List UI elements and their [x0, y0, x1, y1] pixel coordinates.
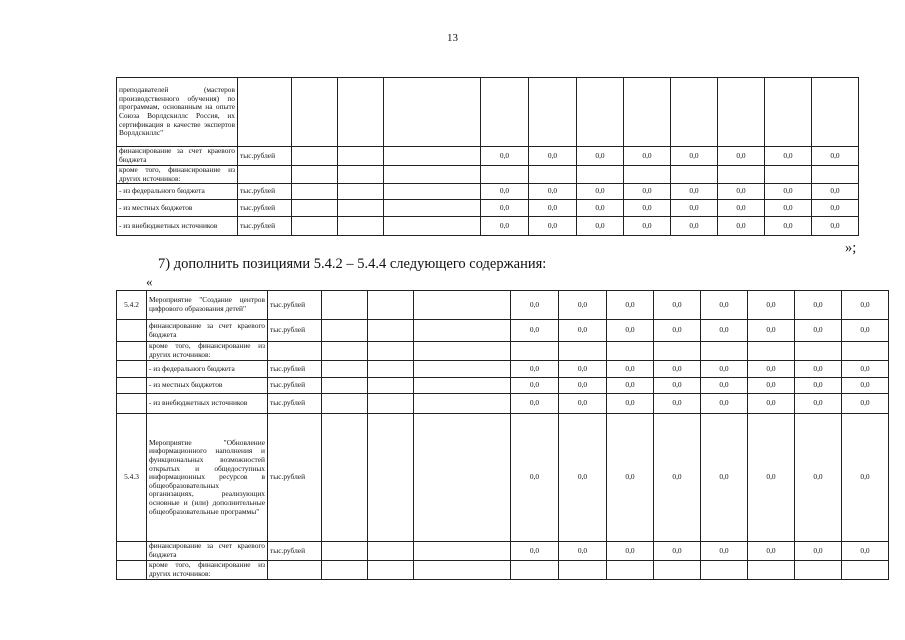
item-description: финансирование за счет краевого бюджета — [147, 542, 268, 561]
value-cell: 0,0 — [701, 542, 748, 561]
value-cell — [748, 561, 795, 580]
value-cell: 0,0 — [701, 394, 748, 414]
item-description: Мероприятие "Обновление информационного наполнения и функциональных возможностей открытых и общедоступных информационных ресурсов в общеобразовательных организациях, реализующих основные и (или) дополнительные общеобразовательные программы" — [147, 414, 268, 542]
value-cell: 0,0 — [765, 217, 812, 236]
value-cell — [701, 561, 748, 580]
table-row — [117, 342, 889, 361]
empty-cell — [384, 217, 481, 236]
value-cell: 0,0 — [577, 184, 624, 200]
item-description: - из внебюджетных источников — [117, 217, 238, 236]
value-cell: 0,0 — [748, 320, 795, 342]
value-cell — [671, 78, 718, 147]
value-cell: 0,0 — [842, 542, 889, 561]
position-code — [117, 342, 147, 361]
value-cell: 0,0 — [654, 378, 701, 394]
value-cell: 0,0 — [577, 147, 624, 166]
unit-cell: тыс.рублей — [268, 291, 322, 320]
empty-cell — [292, 184, 338, 200]
empty-cell — [292, 166, 338, 184]
unit-cell: тыс.рублей — [238, 217, 292, 236]
value-cell: 0,0 — [607, 414, 654, 542]
value-cell: 0,0 — [795, 542, 842, 561]
position-code — [117, 378, 147, 394]
empty-cell — [384, 184, 481, 200]
unit-cell — [268, 342, 322, 361]
item-description: преподавателей (мастеров производственного обучения) по программам, основанным на опыте Союза Ворлдскиллс Россия, их сертификация в качестве экспертов Ворлдскиллс" — [117, 78, 238, 147]
table-row — [117, 378, 889, 394]
table-row — [117, 542, 889, 561]
value-cell: 0,0 — [842, 378, 889, 394]
empty-cell — [292, 200, 338, 217]
empty-cell — [322, 542, 368, 561]
empty-cell — [338, 147, 384, 166]
closing-quote: »; — [845, 240, 857, 256]
value-cell: 0,0 — [624, 200, 671, 217]
value-cell — [577, 78, 624, 147]
value-cell: 0,0 — [624, 184, 671, 200]
empty-cell — [414, 561, 511, 580]
value-cell: 0,0 — [718, 200, 765, 217]
value-cell: 0,0 — [765, 147, 812, 166]
value-cell: 0,0 — [795, 414, 842, 542]
empty-cell — [368, 291, 414, 320]
empty-cell — [322, 342, 368, 361]
value-cell — [671, 166, 718, 184]
value-cell — [765, 166, 812, 184]
value-cell — [654, 561, 701, 580]
empty-cell — [414, 414, 511, 542]
table-row — [117, 78, 859, 147]
empty-cell — [414, 291, 511, 320]
item-description: - из местных бюджетов — [117, 200, 238, 217]
table-row — [117, 394, 889, 414]
position-code — [117, 361, 147, 378]
table-row — [117, 361, 889, 378]
empty-cell — [292, 78, 338, 147]
table-row — [117, 147, 859, 166]
value-cell: 0,0 — [718, 217, 765, 236]
table-row — [117, 561, 889, 580]
value-cell: 0,0 — [765, 184, 812, 200]
unit-cell: тыс.рублей — [238, 147, 292, 166]
table-row — [117, 184, 859, 200]
item-description: - из местных бюджетов — [147, 378, 268, 394]
value-cell — [481, 78, 529, 147]
value-cell — [607, 342, 654, 361]
unit-cell: тыс.рублей — [268, 361, 322, 378]
empty-cell — [384, 147, 481, 166]
value-cell — [529, 166, 577, 184]
item-description: кроме того, финансирование из других источников: — [147, 342, 268, 361]
value-cell — [559, 561, 607, 580]
unit-cell — [238, 166, 292, 184]
value-cell: 0,0 — [795, 361, 842, 378]
empty-cell — [414, 361, 511, 378]
value-cell: 0,0 — [842, 291, 889, 320]
value-cell: 0,0 — [511, 378, 559, 394]
value-cell — [795, 342, 842, 361]
value-cell: 0,0 — [559, 394, 607, 414]
position-code: 5.4.3 — [117, 414, 147, 542]
value-cell: 0,0 — [607, 378, 654, 394]
position-code — [117, 561, 147, 580]
empty-cell — [414, 394, 511, 414]
value-cell: 0,0 — [607, 361, 654, 378]
value-cell: 0,0 — [529, 147, 577, 166]
value-cell: 0,0 — [481, 217, 529, 236]
value-cell: 0,0 — [654, 291, 701, 320]
value-cell: 0,0 — [529, 217, 577, 236]
value-cell: 0,0 — [812, 184, 859, 200]
budget-table-continued — [116, 77, 859, 236]
value-cell — [529, 78, 577, 147]
empty-cell — [322, 291, 368, 320]
value-cell: 0,0 — [748, 378, 795, 394]
empty-cell — [338, 78, 384, 147]
value-cell: 0,0 — [718, 184, 765, 200]
value-cell: 0,0 — [654, 320, 701, 342]
empty-cell — [338, 217, 384, 236]
value-cell — [624, 166, 671, 184]
value-cell — [765, 78, 812, 147]
value-cell: 0,0 — [481, 147, 529, 166]
table-row — [117, 414, 889, 542]
empty-cell — [338, 166, 384, 184]
value-cell: 0,0 — [559, 414, 607, 542]
value-cell: 0,0 — [812, 147, 859, 166]
empty-cell — [414, 378, 511, 394]
value-cell: 0,0 — [671, 184, 718, 200]
empty-cell — [322, 414, 368, 542]
empty-cell — [368, 394, 414, 414]
table-row — [117, 291, 889, 320]
empty-cell — [322, 378, 368, 394]
value-cell — [812, 78, 859, 147]
value-cell — [624, 78, 671, 147]
value-cell: 0,0 — [607, 320, 654, 342]
value-cell — [559, 342, 607, 361]
value-cell: 0,0 — [481, 200, 529, 217]
empty-cell — [292, 147, 338, 166]
value-cell: 0,0 — [511, 414, 559, 542]
value-cell: 0,0 — [748, 291, 795, 320]
value-cell — [511, 561, 559, 580]
value-cell: 0,0 — [511, 361, 559, 378]
value-cell: 0,0 — [624, 217, 671, 236]
empty-cell — [368, 414, 414, 542]
value-cell: 0,0 — [765, 200, 812, 217]
unit-cell: тыс.рублей — [268, 414, 322, 542]
position-code: 5.4.2 — [117, 291, 147, 320]
empty-cell — [414, 542, 511, 561]
value-cell: 0,0 — [795, 291, 842, 320]
value-cell: 0,0 — [701, 378, 748, 394]
value-cell: 0,0 — [511, 394, 559, 414]
value-cell: 0,0 — [607, 291, 654, 320]
value-cell: 0,0 — [607, 394, 654, 414]
value-cell — [701, 342, 748, 361]
value-cell: 0,0 — [559, 320, 607, 342]
value-cell: 0,0 — [624, 147, 671, 166]
item-description: - из федерального бюджета — [147, 361, 268, 378]
value-cell: 0,0 — [748, 361, 795, 378]
value-cell: 0,0 — [748, 394, 795, 414]
unit-cell: тыс.рублей — [238, 184, 292, 200]
table-row — [117, 217, 859, 236]
position-code — [117, 320, 147, 342]
value-cell: 0,0 — [654, 414, 701, 542]
value-cell — [718, 166, 765, 184]
value-cell: 0,0 — [842, 320, 889, 342]
unit-cell — [238, 78, 292, 147]
value-cell: 0,0 — [529, 184, 577, 200]
empty-cell — [322, 561, 368, 580]
value-cell: 0,0 — [577, 217, 624, 236]
empty-cell — [368, 378, 414, 394]
value-cell: 0,0 — [671, 200, 718, 217]
value-cell: 0,0 — [701, 414, 748, 542]
empty-cell — [322, 361, 368, 378]
value-cell: 0,0 — [795, 378, 842, 394]
unit-cell: тыс.рублей — [268, 542, 322, 561]
table-row — [117, 320, 889, 342]
empty-cell — [414, 320, 511, 342]
value-cell — [842, 561, 889, 580]
value-cell: 0,0 — [559, 542, 607, 561]
value-cell: 0,0 — [654, 361, 701, 378]
empty-cell — [384, 166, 481, 184]
value-cell: 0,0 — [607, 542, 654, 561]
value-cell — [842, 342, 889, 361]
value-cell: 0,0 — [577, 200, 624, 217]
empty-cell — [322, 320, 368, 342]
value-cell — [511, 342, 559, 361]
value-cell: 0,0 — [701, 291, 748, 320]
value-cell: 0,0 — [812, 200, 859, 217]
empty-cell — [338, 184, 384, 200]
value-cell: 0,0 — [511, 542, 559, 561]
value-cell: 0,0 — [842, 394, 889, 414]
value-cell — [718, 78, 765, 147]
unit-cell: тыс.рублей — [268, 320, 322, 342]
value-cell: 0,0 — [559, 361, 607, 378]
budget-table-new-positions — [116, 290, 889, 580]
value-cell: 0,0 — [701, 320, 748, 342]
empty-cell — [414, 342, 511, 361]
value-cell — [577, 166, 624, 184]
value-cell: 0,0 — [559, 378, 607, 394]
value-cell — [748, 342, 795, 361]
empty-cell — [368, 561, 414, 580]
value-cell — [607, 561, 654, 580]
amendment-heading: 7) дополнить позициями 5.4.2 – 5.4.4 следующего содержания: — [158, 256, 547, 272]
value-cell: 0,0 — [511, 291, 559, 320]
empty-cell — [322, 394, 368, 414]
page-number: 13 — [447, 32, 458, 44]
item-description: финансирование за счет краевого бюджета — [117, 147, 238, 166]
table-row — [117, 200, 859, 217]
opening-quote: « — [146, 274, 153, 289]
table-row — [117, 166, 859, 184]
item-description: кроме того, финансирование из других источников: — [147, 561, 268, 580]
value-cell: 0,0 — [529, 200, 577, 217]
value-cell — [812, 166, 859, 184]
value-cell: 0,0 — [718, 147, 765, 166]
item-description: кроме того, финансирование из других источников: — [117, 166, 238, 184]
value-cell: 0,0 — [795, 394, 842, 414]
empty-cell — [368, 320, 414, 342]
value-cell — [481, 166, 529, 184]
unit-cell: тыс.рублей — [238, 200, 292, 217]
unit-cell: тыс.рублей — [268, 394, 322, 414]
value-cell: 0,0 — [671, 217, 718, 236]
value-cell: 0,0 — [654, 542, 701, 561]
value-cell: 0,0 — [481, 184, 529, 200]
value-cell: 0,0 — [559, 291, 607, 320]
empty-cell — [384, 78, 481, 147]
item-description: - из внебюджетных источников — [147, 394, 268, 414]
empty-cell — [292, 217, 338, 236]
value-cell — [795, 561, 842, 580]
value-cell: 0,0 — [748, 414, 795, 542]
value-cell — [654, 342, 701, 361]
value-cell: 0,0 — [812, 217, 859, 236]
empty-cell — [368, 542, 414, 561]
position-code — [117, 394, 147, 414]
item-description: Мероприятие "Создание центров цифрового образования детей" — [147, 291, 268, 320]
value-cell: 0,0 — [654, 394, 701, 414]
empty-cell — [338, 200, 384, 217]
value-cell: 0,0 — [511, 320, 559, 342]
value-cell: 0,0 — [842, 361, 889, 378]
value-cell: 0,0 — [795, 320, 842, 342]
empty-cell — [368, 342, 414, 361]
unit-cell — [268, 561, 322, 580]
value-cell: 0,0 — [701, 361, 748, 378]
position-code — [117, 542, 147, 561]
unit-cell: тыс.рублей — [268, 378, 322, 394]
empty-cell — [368, 361, 414, 378]
value-cell: 0,0 — [671, 147, 718, 166]
item-description: финансирование за счет краевого бюджета — [147, 320, 268, 342]
item-description: - из федерального бюджета — [117, 184, 238, 200]
value-cell: 0,0 — [748, 542, 795, 561]
empty-cell — [384, 200, 481, 217]
value-cell: 0,0 — [842, 414, 889, 542]
